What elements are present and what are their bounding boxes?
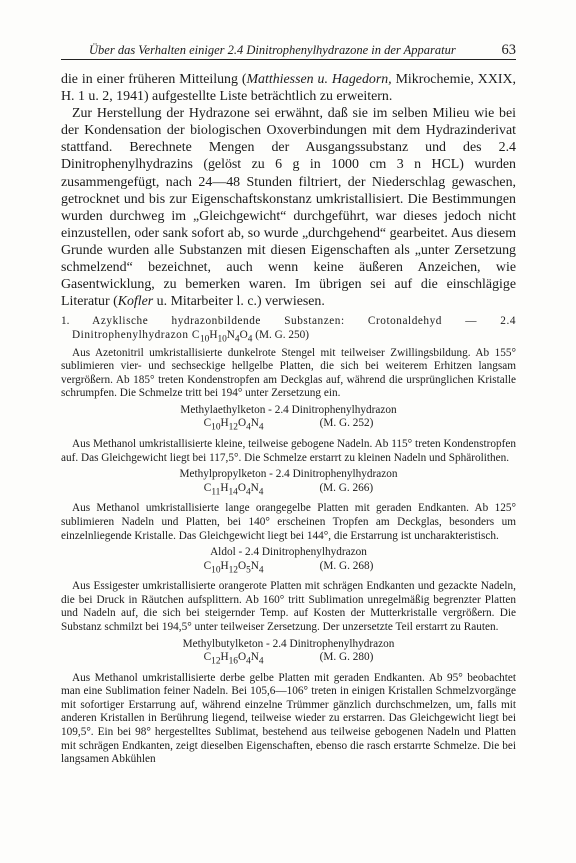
compound-entry — [61, 546, 516, 634]
running-title: Über das Verhalten einiger 2.4 Dinitrophenylhydrazone in der Apparatur — [89, 43, 456, 57]
molecular-weight: (M. G. 268) — [319, 559, 374, 572]
compound-description: Aus Methanol umkristallisierte kleine, teilweise gebogene Nadeln. Ab 115° treten Kondenstropfen auf. Das Gleichgewicht liegt bei 117,5°. Die Schmelze erstarrt zu kleinen Nadeln und Sphärolithen. — [61, 438, 516, 464]
intro-paragraph-2: Zur Herstellung der Hydrazone sei erwähnt, daß sie im selben Milieu wie bei der Kondensation der biologischen Oxoverbindungen mit dem Hydrazinderivat stattfand. Berechnete Mengen der Ausgangssubstanz und des 2.4 Dinitrophenylhydrazins (gelöst zu 6 g in 1000 cm 3 n HCL) wurden zusammengefügt, nach 24—48 Stunden filtriert, der Niederschlag gewaschen, getrocknet und bis zur Eigenschaftskonstanz umkristallisiert. Die Bestimmungen wurden durchweg im „Gleichgewicht“ durchgeführt, war dieses jedoch nicht einzustellen, oder sank sofort ab, so wurde „durchgehend“ gearbeitet. Aus diesem Grunde wurden alle Substanzen mit diesen Eigenschaften als „unter Zersetzung schmelzend“ bezeichnet, auch wenn keine äußeren Anzeichen, wie Gasentwicklung, zu bemerken waren. Im übrigen sei auf die einschlägige Literatur (Kofler u. Mitarbeiter l. c.) verwiesen. — [61, 106, 516, 310]
compound-description: Aus Azetonitril umkristallisierte dunkelrote Stengel mit teilweiser Zwillingsbildung. Ab 155° sublimieren vier- und sechseckige hellgelbe Platten, die sich bei weiterem Erhitzen langsam vergrößern. Ab 185° treten Kondenstropfen am Deckglas auf, während die ursprünglichen Kristalle schrumpfen. Die Schmelze tritt bei 194° unter Zersetzung ein. — [61, 346, 516, 400]
compound-entry — [61, 638, 516, 767]
compound-formula: $C_{10}H_{12}O_4N_4$ (M. G. 252) — [203, 417, 374, 433]
compound-name: Methylaethylketon - 2.4 Dinitrophenylhydrazon — [180, 403, 397, 416]
molecular-weight: (M. G. 280) — [319, 651, 374, 664]
compound-formula: $C_{11}H_{14}O_4N_4$ (M. G. 266) — [203, 481, 374, 497]
molecular-weight: (M. G. 266) — [319, 481, 374, 494]
compound-entry — [61, 468, 516, 543]
compound-name: Methylpropylketon - 2.4 Dinitrophenylhydrazon — [179, 468, 398, 481]
cited-authors: Matthiessen u. Hagedorn, — [246, 72, 392, 87]
compound-description: Aus Methanol umkristallisierte lange orangegelbe Platten mit geraden Endkanten. Ab 125° sublimieren Nadeln und Platten, bei 140° erscheinen Tropfen am Deckglas, besonders um einzelnliegende Kristalle. Das Gleichgewicht liegt bei 144°, die Erstarrung ist uncharakteristisch. — [61, 502, 516, 542]
molecular-weight: (M. G. 252) — [319, 417, 374, 430]
compound-name: Aldol - 2.4 Dinitrophenylhydrazon — [210, 546, 367, 559]
intro-paragraph-1: die in einer früheren Mitteilung (Matthiessen u. Hagedorn, Mikrochemie, XXIX, H. 1 u. 2, 1941) aufgestellte Liste beträchtlich zu erweitern. — [61, 72, 516, 105]
page-body — [61, 71, 516, 767]
compound-description: Aus Methanol umkristallisierte derbe gelbe Platten mit geraden Endkanten. Ab 95° beobachtet man eine Sublimation feiner Nadeln. Bei 105,6—106° treten in einigen Kristallen Schmelzvorgänge mit sofortiger Erstarrung auf, während einzelne Trümmer gänzlich durchschmelzen, um, falls mit anderen Kristallen in Berührung liegend, teilweise wieder zu erstarren. Das Gleichgewicht liegt bei 109,5°. Ein bei 98° hergestelltes Sublimat, bestehend aus teilweise gebogenen Nadeln und Platten mit schrägen Endkanten, zeigt dieselben Eigenschaften, ebenso die rasch erstarrte Schmelze. Die bei langsamen Abkühlen — [61, 671, 516, 766]
section-heading: 1. Azyklische hydrazonbildende Substanzen: Crotonaldehyd — 2.4 Dinitrophenylhydrazon $C_{10}H_{10}N_4O_4$ (M. G. 250) — [61, 315, 516, 345]
compound-formula: $C_{12}H_{16}O_4N_4$ (M. G. 280) — [203, 651, 374, 667]
page-header — [61, 42, 516, 59]
compound-formula: $C_{10}H_{12}O_5N_4$ (M. G. 268) — [203, 559, 374, 575]
cited-author: Kofler — [117, 294, 154, 310]
section-1 — [61, 315, 516, 401]
page-number: 63 — [501, 42, 516, 58]
header-rule — [61, 59, 516, 60]
compound-name: Methylbutylketon - 2.4 Dinitrophenylhydrazon — [182, 637, 395, 650]
compound-description: Aus Essigester umkristallisierte orangerote Platten mit schrägen Endkanten und gezackte Nadeln, die bei Druck in Räutchen aufsplittern. Ab 160° tritt Sublimation unregelmäßig begrenzter Platten und Nadeln auf, die sich bei steigernder Temp. auf Kosten der Mutterkristalle vergrößern. Die Substanz schmilzt bei 194,5° unter teilweiser Zersetzung. Der unzersetzte Teil erstarrt zu Rauten. — [61, 580, 516, 633]
compound-entry — [61, 404, 516, 465]
